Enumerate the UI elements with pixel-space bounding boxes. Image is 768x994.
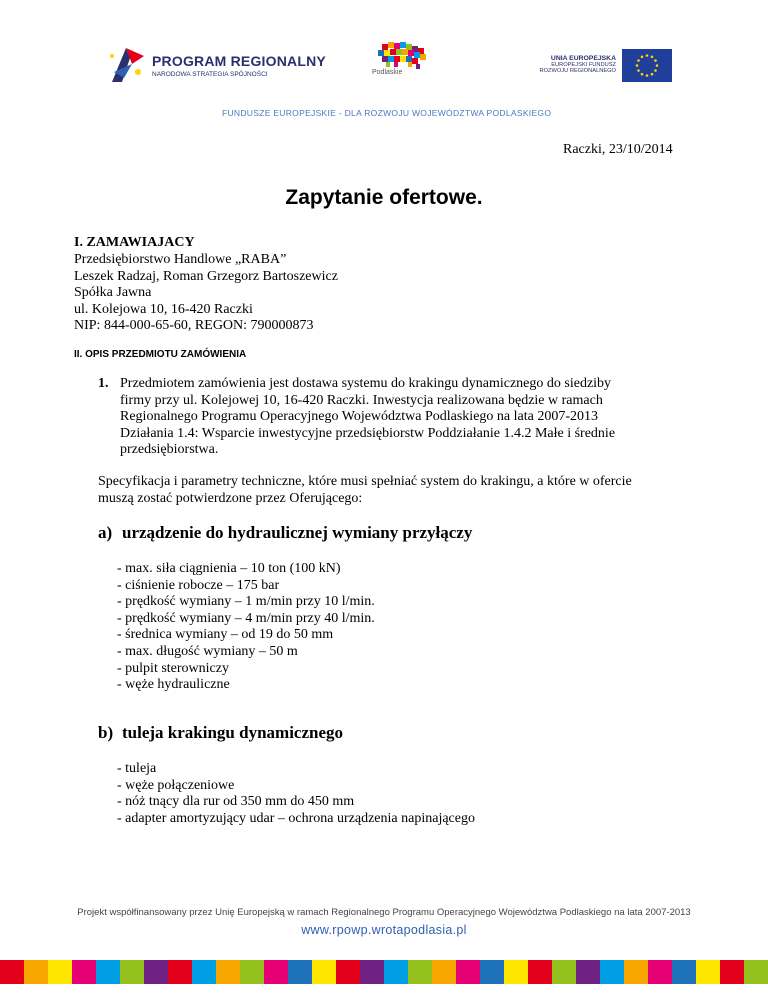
address-line: Leszek Radzaj, Roman Grzegorz Bartoszewicz [74, 268, 338, 284]
item1-text [120, 376, 700, 459]
color-strip-tile [456, 960, 480, 984]
color-strip-tile [432, 960, 456, 984]
subsection-b-heading [98, 723, 343, 743]
color-strip-tile [408, 960, 432, 984]
eu-flag-icon [622, 49, 672, 82]
program-logo-title: PROGRAM REGIONALNY [152, 53, 326, 69]
funds-tagline: FUNDUSZE EUROPEJSKIE - DLA ROZWOJU WOJEWÓDZTWA PODLASKIEGO [222, 108, 552, 118]
color-strip-tile [648, 960, 672, 984]
item1-number: 1. [98, 376, 109, 391]
section1-heading: I. ZAMAWIAJACY [74, 235, 195, 250]
list-item: - max. długość wymiany – 50 m [117, 643, 298, 659]
footer-url: www.rpowp.wrotapodlasia.pl [301, 923, 467, 937]
spec-intro [98, 474, 708, 507]
list-item: - średnica wymiany – od 19 do 50 mm [117, 627, 334, 643]
color-strip-tile [168, 960, 192, 984]
subsection-a-title: urządzenie do hydraulicznej wymiany przyłączy [122, 523, 473, 542]
list-item: - węże hydrauliczne [117, 677, 230, 693]
section2-heading: II. OPIS PRZEDMIOTU ZAMÓWIENIA [74, 349, 247, 360]
color-strip-tile [288, 960, 312, 984]
color-strip-tile [744, 960, 768, 984]
color-strip-tile [552, 960, 576, 984]
color-strip-tile [600, 960, 624, 984]
program-regionalny-logo-icon [104, 42, 148, 86]
subsection-a-heading [98, 523, 472, 543]
eu-logo-line1: UNIA EUROPEJSKA [550, 55, 616, 62]
paragraph-line: muszą zostać potwierdzone przez Oferującego: [98, 490, 363, 506]
color-strip-tile [720, 960, 744, 984]
paragraph-line: Regionalnego Programu Operacyjnego Województwa Podlaskiego na lata 2007-2013 [120, 409, 598, 424]
eu-logo-text [532, 55, 616, 74]
color-strip-tile [48, 960, 72, 984]
list-item: - prędkość wymiany – 1 m/min przy 10 l/min. [117, 594, 375, 610]
color-strip-tile [144, 960, 168, 984]
subsection-a-label: a) [98, 523, 113, 542]
document-title: Zapytanie ofertowe. [285, 186, 483, 209]
color-strip-tile [336, 960, 360, 984]
list-item: - węże połączeniowe [117, 777, 235, 793]
paragraph-line: firmy przy ul. Kolejowej 10, 16-420 Raczki. Inwestycja realizowana będzie w ramach [120, 392, 603, 408]
list-item: - max. siła ciągnienia – 10 ton (100 kN) [117, 561, 341, 576]
color-strip-tile [216, 960, 240, 984]
list-item: - tuleja [117, 761, 157, 776]
list-item: - adapter amortyzujący udar – ochrona urządzenia napinającego [117, 810, 475, 826]
color-strip-tile [504, 960, 528, 984]
address-line: Przedsiębiorstwo Handlowe „RABA” [74, 252, 287, 267]
color-strip-tile [528, 960, 552, 984]
list-item: - pulpit sterowniczy [117, 660, 229, 676]
list-item: - ciśnienie robocze – 175 bar [117, 577, 280, 593]
color-strip-tile [384, 960, 408, 984]
subsection-b-label: b) [98, 723, 114, 742]
color-strip-tile [240, 960, 264, 984]
eu-logo-line3: ROZWOJU REGIONALNEGO [539, 68, 616, 74]
color-strip-tile [264, 960, 288, 984]
color-strip-tile [624, 960, 648, 984]
list-item: - nóż tnący dla rur od 350 mm do 450 mm [117, 794, 355, 810]
orderer-address [74, 252, 338, 335]
color-strip-tile [72, 960, 96, 984]
podlaskie-logo-label: Podlaskie [372, 69, 403, 76]
address-line: NIP: 844-000-65-60, REGON: 790000873 [74, 318, 314, 334]
footer-cofinancing-note: Projekt współfinansowany przez Unię Europejską w ramach Regionalnego Programu Operacyjnego Województwa Podlaskiego na lata 2007-2013 [77, 907, 691, 918]
address-line: Spółka Jawna [74, 285, 152, 301]
color-strip-tile [672, 960, 696, 984]
color-strip-tile [480, 960, 504, 984]
color-strip-tile [24, 960, 48, 984]
paragraph-line: Przedmiotem zamówienia jest dostawa systemu do krakingu dynamicznego do siedziby [120, 376, 612, 391]
subsection-b-title: tuleja krakingu dynamicznego [122, 723, 344, 742]
eu-logo-line2: EUROPEJSKI FUNDUSZ [551, 62, 616, 68]
program-logo-subtitle: NARODOWA STRATEGIA SPÓJNOŚCI [152, 71, 268, 78]
color-strip-tile [96, 960, 120, 984]
footer-color-strip [0, 960, 768, 984]
subsection-b-list [117, 761, 475, 827]
document-date: Raczki, 23/10/2014 [563, 142, 673, 157]
color-strip-tile [192, 960, 216, 984]
color-strip-tile [120, 960, 144, 984]
address-line: ul. Kolejowa 10, 16-420 Raczki [74, 301, 253, 317]
color-strip-tile [312, 960, 336, 984]
color-strip-tile [576, 960, 600, 984]
list-item: - prędkość wymiany – 4 m/min przy 40 l/min. [117, 610, 375, 626]
paragraph-line: Działania 1.4: Wsparcie inwestycyjne przedsiębiorstw Poddziałanie 1.4.2 Małe i średnie [120, 425, 616, 441]
subsection-a-list [117, 561, 375, 694]
paragraph-line: Specyfikacja i parametry techniczne, które musi spełniać system do krakingu, a które w ofercie [98, 474, 632, 489]
color-strip-tile [0, 960, 24, 984]
paragraph-line: przedsiębiorstwa. [120, 442, 219, 457]
color-strip-tile [360, 960, 384, 984]
color-strip-tile [696, 960, 720, 984]
